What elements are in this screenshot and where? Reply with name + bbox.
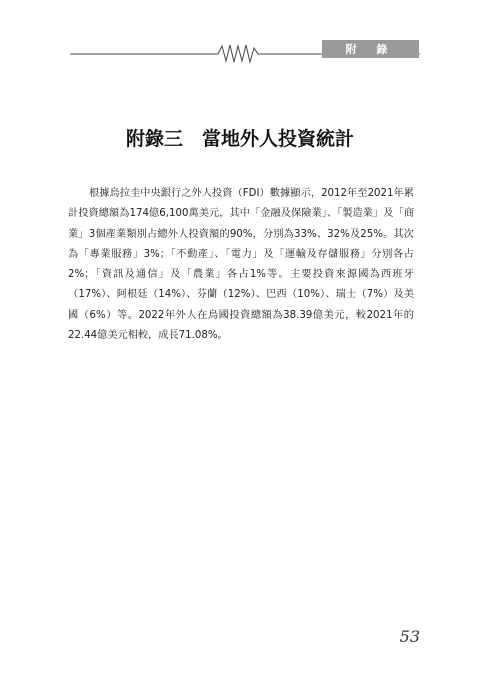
page-title: 附錄三 當地外人投資統計 [125,128,354,150]
section-label: 附 錄 [322,40,419,58]
page-number: 53 [399,627,420,646]
body-paragraph: 根據烏拉圭中央銀行之外人投資（FDI）數據顯示，2012年至2021年累計投資總額為174億6,100萬美元，其中「金融及保險業」、「製造業」及「商業」3個產業類別占總外人投資額的90%，分別為33%、32%及25%。其次為「專業服務」3%；「不動產」、「電力」及「運輸及存儲服務」分別各占2%；「資訊及通信」及「農業」各占1%等。主要投資來源國為西班牙（17%）、阿根廷（14%）、芬蘭（12%）、巴西（10%）、瑞士（7%）及美國（6%）等。2022年外人在烏國投資總額為38.39億美元，較2021年的22.44億美元相較，成長71.08%。 [68,188,414,342]
